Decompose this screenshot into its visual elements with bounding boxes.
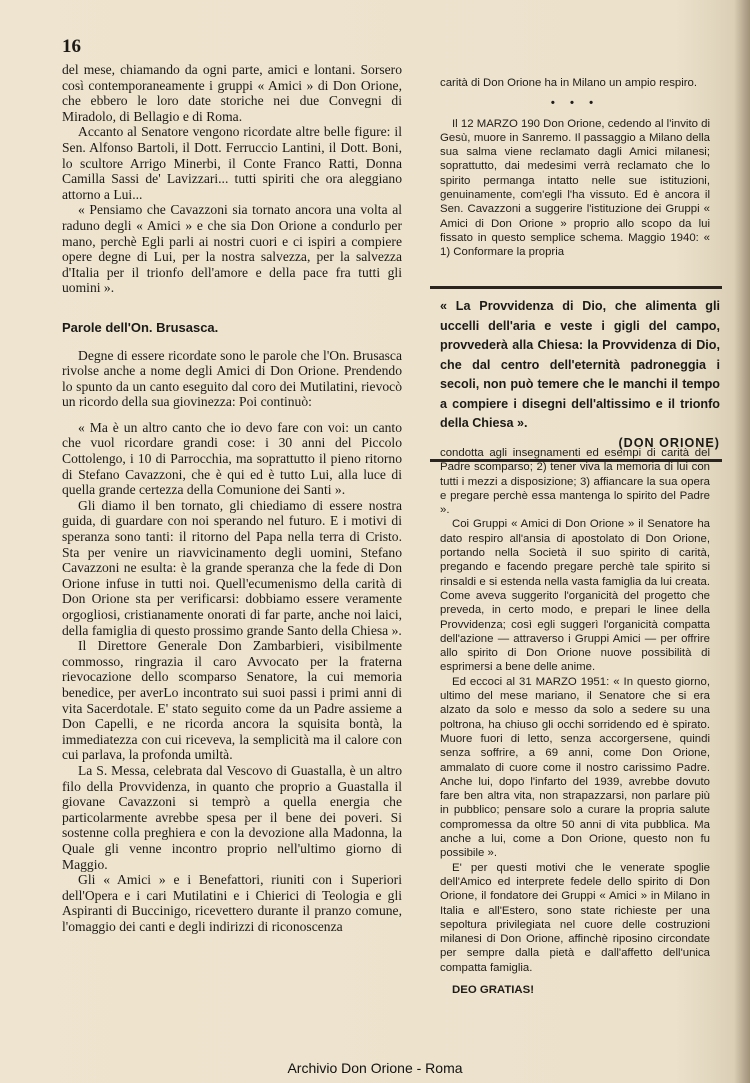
right-column-top <box>440 76 710 260</box>
section-paragraph-5: La S. Messa, celebrata dal Vescovo di Guastalla, è un altro filo della Provvidenza, in quanto che proprio a Guastalla il giovane Cavazzoni si temprò a quella energia che particolarmente avrebbe spesa per il bene dei poveri. Si sostenne colla preghiera e con la devozione alla Madonna, la Quale gli venne incontro proprio nell'ultimo giorno di Maggio. <box>62 762 402 872</box>
right-paragraph-1: condotta agli insegnamenti ed esempi di carità del Padre scomparso; 2) tener viva la memoria di lui con tutti i mezzi a disposizione; 3) affiancare la sua opera e pregare perchè essa mantenga lo spirito del Padre ». <box>440 447 710 517</box>
right-top-paragraph: carità di Don Orione ha in Milano un ampio respiro. <box>440 77 698 89</box>
left-column <box>62 62 402 934</box>
march-paragraph: Il 12 MARZO 190 Don Orione, cedendo al l'invito di Gesù, muore in Sanremo. Il passaggio a Milano della sua salma viene reclamato dagli Amici milanesi; soprattutto, dai medesimi verrà reclamato che lo spirito permanga intatto nelle sue istituzioni, genuinamente, com'egli l'ha vissuto. Ed è ancora il Sen. Cavazzoni a suggerire l'istituzione dei Gruppi « Amici di Don Orione » proprio allo scopo da lui fissato in questo semplice schema. Maggio 1940: « 1) Conformare la propria <box>440 117 710 259</box>
quote-box <box>430 286 722 462</box>
closing-line: DEO GRATIAS! <box>452 983 535 996</box>
quote-author: (DON ORIONE) <box>618 435 720 450</box>
intro-paragraph-1: del mese, chiamando da ogni parte, amici e lontani. Sorsero così contemporaneamente i gruppi « Amici » di Don Orione, che ebbero le loro date storiche nei due Convegni di Miradolo, di Bellagio e di Roma. <box>62 62 402 124</box>
section-heading: Parole dell'On. Brusasca. <box>62 319 219 335</box>
quote-text: « La Provvidenza di Dio, che alimenta gli uccelli dell'aria e veste i gigli del campo, provvederà alla Chiesa: la Provvidenza di Dio, che dal centro dell'eternità padroneggia i secoli, non può temere che le manchi il tempo a compiere i disegni dell'altissimo e il trionfo della Chiesa ». <box>440 299 720 430</box>
intro-paragraph-2: Accanto al Senatore vengono ricordate altre belle figure: il Sen. Alfonso Bartoli, il Dott. Ferruccio Lantini, il Dott. Boni, lo scultore Arrigo Minerbi, il Conte Franco Ratti, Donna Camilla Sassi de' Lavizzari... tutti spiriti che ora aleggiano attorno a Lui... <box>62 124 402 202</box>
section-paragraph-3: Gli diamo il ben tornato, gli chiediamo di essere nostra guida, di guardare con noi sperando nel futuro. E i motivi di speranza sono tanti: il ritorno del Papa nella terra di Cristo. Sta per venire un riavvicinamento degli uomini, Stefano Cavazzoni ne esulta: è la grande speranza che la fede di Don Orione infuse in tutti noi. Quell'ecumenismo della carità di Don Orione sta per verificarsi: dobbiamo essere veramente orgogliosi, cristianamente onorati di far parte, anche noi laici, della famiglia di questo prossimo grande Santo della Chiesa ». <box>62 497 402 638</box>
right-paragraph-3: Ed eccoci al 31 MARZO 1951: « In questo giorno, ultimo del mese mariano, il Senatore che si era alzato da solo e messo da solo a sedere su una poltrona, ha chiuso gli occhi sorridendo ed è spirato. Muore fuori di letto, senza accorgersene, quindi senza soffrire, a 69 anni, come Don Orione, ammalato di cuore come il nostro carissimo Padre. Anche lui, dopo l'infarto del 1939, avrebbe dovuto fare ben altra vita, non strapazzarsi, non parlare più in pubblico; pensare solo a curare la propria salute compromessa da oltre 50 anni di vita pubblica. Ma anche a lui, come a Don Orione, questo non fu possibile ». <box>440 675 710 860</box>
right-paragraph-2: Coi Gruppi « Amici di Don Orione » il Senatore ha dato respiro all'ansia di apostolato di Don Orione, portando nella Società il suo spirito di carità, pregando e facendo pregare perchè tale spirito si rinsaldi e si estenda nella vasta famiglia da lui creata. Come aveva suggerito l'organicità del progetto che preveda, in certo modo, e prepari le linee della Provvidenza; così egli suggerì l'organicità compatta dell'azione — attraverso i Gruppi Amici — per offrire allo spirito di Don Orione nuove possibilità di esprimersi a bene delle anime. <box>440 518 710 674</box>
right-column-bottom <box>440 446 710 997</box>
section-separator: • • • <box>550 97 600 110</box>
archive-footer: Archivio Don Orione - Roma <box>287 1060 463 1076</box>
section-paragraph-6: Gli « Amici » e i Benefattori, riuniti con i Superiori dell'Opera e i cari Mutilatini e i Chierici di Teologia e gli Aspiranti di Buccinigo, ricevettero durante il pranzo comune, l'omaggio dei canti e degli indirizzi di riconoscenza <box>62 872 402 934</box>
page-edge-shadow <box>734 0 750 1083</box>
intro-paragraph-3: « Pensiamo che Cavazzoni sia tornato ancora una volta al raduno degli « Amici » e che sia Don Orione a condurlo per mano, perchè Egli parli ai nostri cuori e ci ispiri a compiere opere degne di Lui, per la nostra salvezza, per la salvezza d'Italia per il trionfo dell'amore e della pace fra tutti gli uomini ». <box>62 202 402 296</box>
page-number: 16 <box>62 36 81 57</box>
section-paragraph-1: Degne di essere ricordate sono le parole che l'On. Brusasca rivolse anche a nome degli Amici di Don Orione. Prendendo lo spunto da un canto eseguito dal coro dei Mutilatini, rievocò un ricordo della sua giovinezza: Poi continuò: <box>62 347 402 410</box>
section-paragraph-2: « Ma è un altro canto che io devo fare con voi: un canto che vuol ricordare grandi cose: i 30 anni del Piccolo Cottolengo, i 10 di Parrocchia, ma soprattutto il pieno ritorno di Stefano Cavazzoni, che è qui ed è tutto Lui, alla luce di quella grande certezza della Comunione dei Santi ». <box>62 419 402 498</box>
section-paragraph-4: Il Direttore Generale Don Zambarbieri, visibilmente commosso, ringrazia il caro Avvocato per la fraterna rievocazione dello scomparso Senatore, la cui memoria benedice, per averLo incontrato sui suoi passi i primi anni di vita Sacerdotale. E' stato seguito come da un Padre assieme a Don Capelli, e ne ricorda ancora la squisita bontà, la immediatezza con cui riceveva, la semplicità ma il calore con cui parlava, la profonda umiltà. <box>62 638 402 763</box>
right-paragraph-4: E' per questi motivi che le venerate spoglie dell'Amico ed interprete fedele dello spirito di Don Orione, il fondatore dei Gruppi « Amici » in Milano in Italia e all'Estero, sono state richieste per una sepoltura privilegiata nel cuore delle costruzioni milanesi di Don Orione, affinchè riposino circondate per sempre dalla pietà e dall'affetto dell'unica compatta famiglia. <box>440 861 710 974</box>
